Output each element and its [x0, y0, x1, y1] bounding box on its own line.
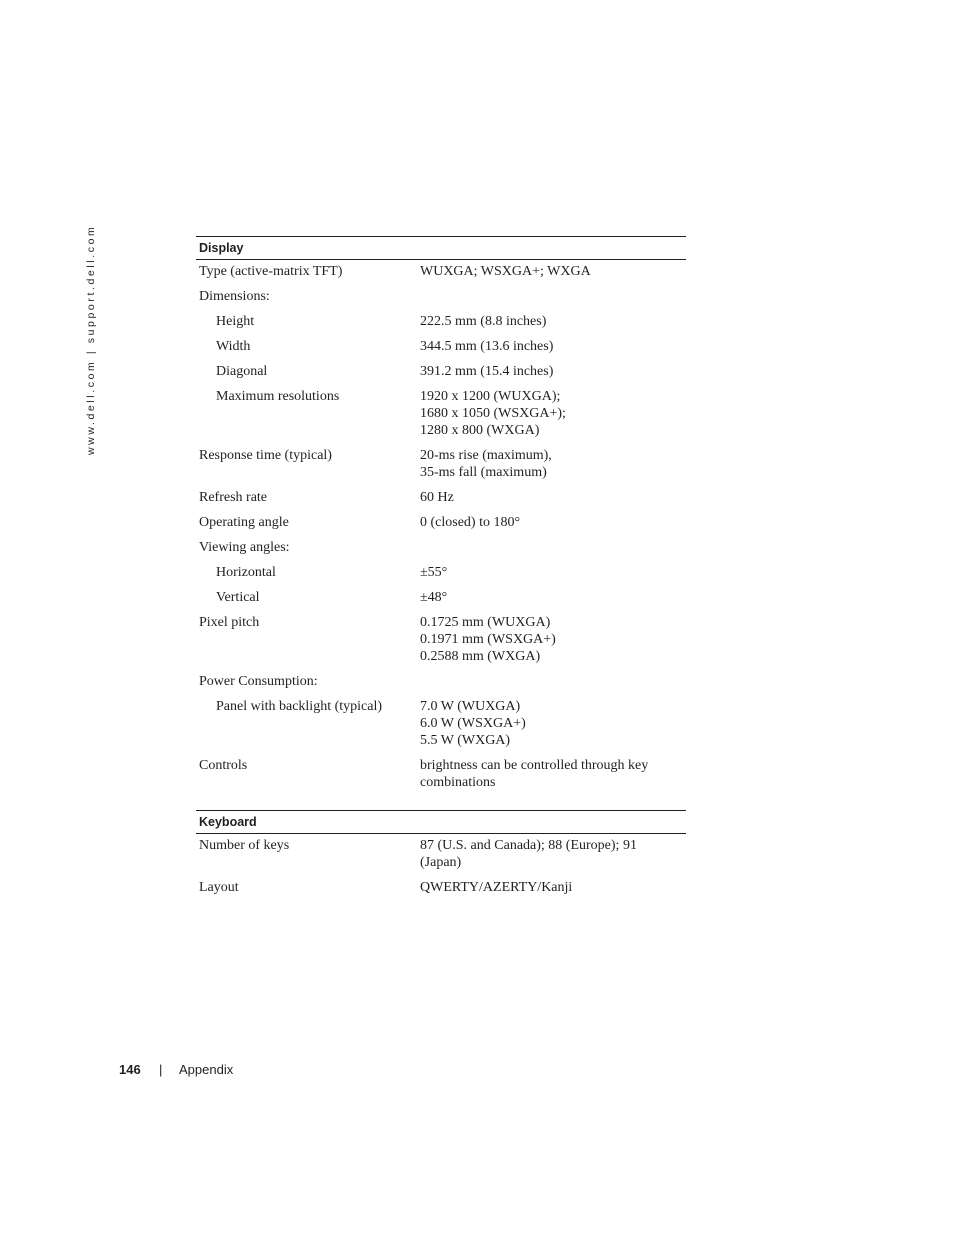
spec-value-line: 0 (closed) to 180°: [420, 515, 521, 530]
spec-label: Power Consumption:: [199, 674, 318, 689]
spec-value: [420, 288, 686, 305]
spec-row: [196, 757, 686, 791]
spec-label: Panel with backlight (typical): [216, 699, 383, 714]
spec-value-line: ±48°: [420, 590, 448, 605]
spec-value-line: 0.1971 mm (WSXGA+): [420, 632, 556, 647]
spec-value: [420, 879, 686, 896]
spec-label: Controls: [199, 758, 248, 773]
spec-value-line: 1680 x 1050 (WSXGA+);: [420, 406, 566, 421]
spec-value-line: 222.5 mm (8.8 inches): [420, 314, 547, 329]
spec-label: Maximum resolutions: [216, 389, 340, 404]
spec-label: Pixel pitch: [199, 615, 260, 630]
spec-row: [196, 263, 686, 280]
keyboard-spec-section: [196, 810, 686, 904]
spec-label: Width: [216, 339, 251, 354]
spec-value: [420, 489, 686, 506]
spec-row: [196, 514, 686, 531]
spec-value: [420, 539, 686, 556]
spec-value-line: ±55°: [420, 565, 448, 580]
spec-row: [196, 614, 686, 665]
spec-row: [196, 388, 686, 439]
spec-value: [420, 514, 686, 531]
spec-label: Refresh rate: [199, 490, 268, 505]
spec-value-line: 35-ms fall (maximum): [420, 465, 547, 480]
spec-value: [420, 614, 686, 665]
spec-value-line: 1280 x 800 (WXGA): [420, 423, 540, 438]
spec-value-line: 0.2588 mm (WXGA): [420, 649, 541, 664]
spec-value: [420, 388, 686, 439]
spec-value-line: 0.1725 mm (WUXGA): [420, 615, 551, 630]
spec-value-line: 6.0 W (WSXGA+): [420, 716, 526, 731]
footer-chapter-title: Appendix: [179, 1062, 234, 1077]
display-spec-rows: [196, 260, 686, 791]
spec-row: [196, 489, 686, 506]
spec-label: Dimensions:: [199, 289, 270, 304]
spec-value-line: 344.5 mm (13.6 inches): [420, 339, 554, 354]
spec-value-line: 1920 x 1200 (WUXGA);: [420, 389, 561, 404]
spec-value: [420, 698, 686, 749]
spec-row: [196, 879, 686, 896]
spec-label: Number of keys: [199, 838, 290, 853]
display-section-heading: Display: [196, 236, 686, 260]
spec-label: Response time (typical): [199, 448, 332, 463]
spec-value: [420, 757, 686, 791]
spec-row: [196, 589, 686, 606]
spec-label: Vertical: [216, 590, 260, 605]
spec-row: [196, 288, 686, 305]
spec-label: Operating angle: [199, 515, 289, 530]
spec-row: [196, 673, 686, 690]
spec-label: Diagonal: [216, 364, 268, 379]
spec-row: [196, 837, 686, 871]
spec-value: [420, 338, 686, 355]
spec-value: [420, 447, 686, 481]
spec-value-line: brightness can be controlled through key combinations: [420, 758, 649, 790]
spec-value: [420, 837, 686, 871]
spec-label: Viewing angles:: [199, 540, 290, 555]
spec-row: [196, 447, 686, 481]
spec-value-line: 87 (U.S. and Canada); 88 (Europe); 91 (Japan): [420, 838, 637, 870]
spec-row: [196, 363, 686, 380]
footer-separator: |: [159, 1062, 163, 1077]
spec-value-line: QWERTY/AZERTY/Kanji: [420, 880, 573, 895]
spec-value-line: 7.0 W (WUXGA): [420, 699, 521, 714]
spec-value: [420, 263, 686, 280]
spec-value-line: 20-ms rise (maximum),: [420, 448, 552, 463]
spec-value-line: 5.5 W (WXGA): [420, 733, 511, 748]
spec-row: [196, 313, 686, 330]
page-number: 146: [119, 1062, 141, 1077]
spec-value: [420, 589, 686, 606]
spec-value: [420, 313, 686, 330]
spec-label: Layout: [199, 880, 239, 895]
spec-value-line: 60 Hz: [420, 490, 454, 505]
spec-row: [196, 539, 686, 556]
spec-row: [196, 338, 686, 355]
spec-value: [420, 673, 686, 690]
spec-label: Horizontal: [216, 565, 276, 580]
spec-value-line: 391.2 mm (15.4 inches): [420, 364, 554, 379]
side-website-url: www.dell.com | support.dell.com: [85, 224, 97, 456]
spec-row: [196, 698, 686, 749]
spec-row: [196, 564, 686, 581]
spec-label: Height: [216, 314, 255, 329]
spec-label: Type (active-matrix TFT): [199, 264, 343, 279]
keyboard-section-heading: Keyboard: [196, 810, 686, 834]
display-spec-section: [196, 236, 686, 799]
spec-value: [420, 363, 686, 380]
keyboard-spec-rows: [196, 834, 686, 896]
spec-value-line: WUXGA; WSXGA+; WXGA: [420, 264, 591, 279]
spec-value: [420, 564, 686, 581]
